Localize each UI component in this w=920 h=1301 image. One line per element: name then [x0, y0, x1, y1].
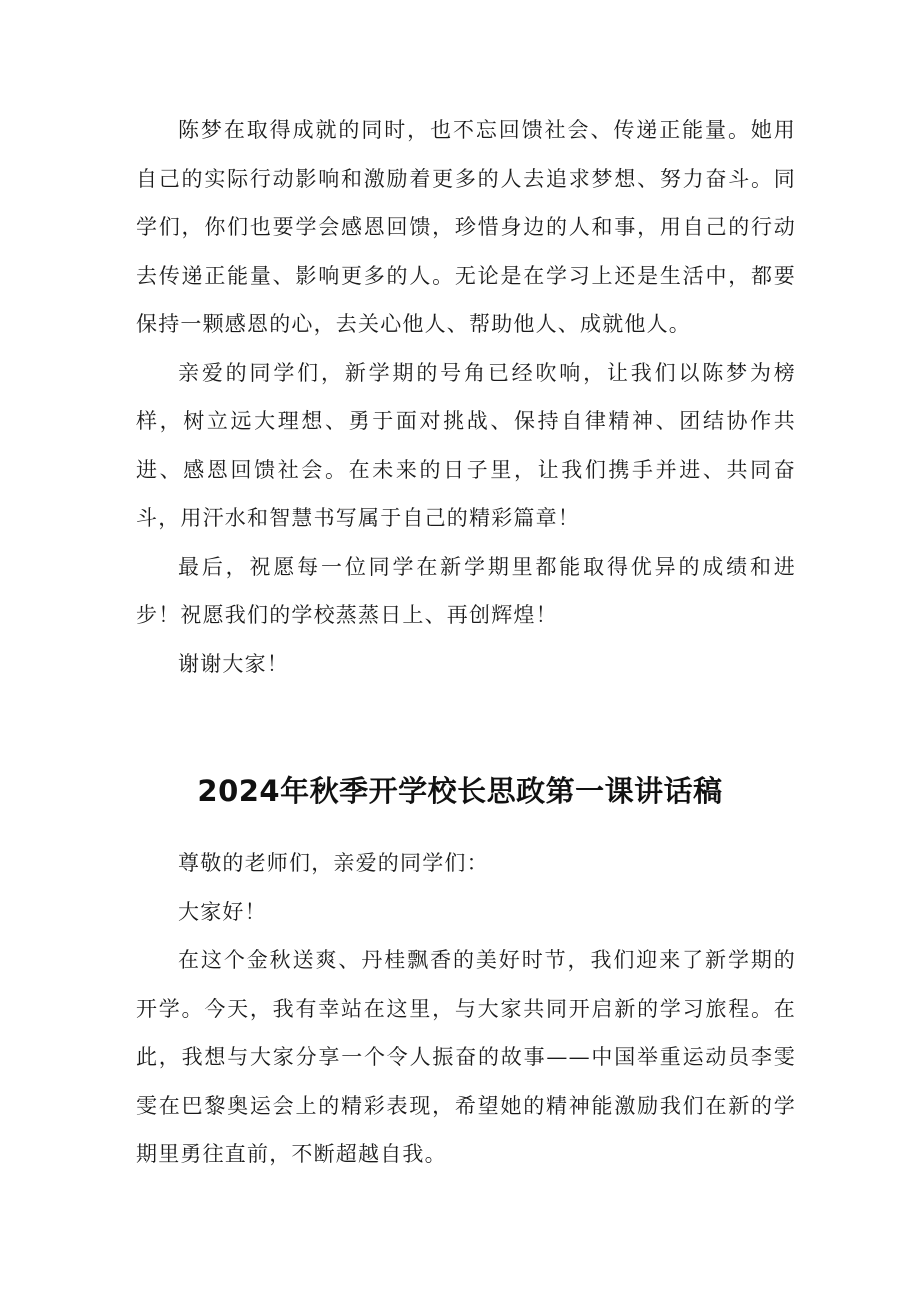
- document-title: 2024年秋季开学校长思政第一课讲话稿: [197, 774, 723, 809]
- paragraph: 谢谢大家！: [178, 651, 289, 676]
- speech-section: [136, 839, 796, 1179]
- paragraph: 最后，祝愿每一位同学在新学期里都能取得优异的成绩和进步！祝愿我们的学校蒸蒸日上、再创辉煌！: [136, 554, 796, 627]
- salutation: 尊敬的老师们，亲爱的同学们：: [178, 851, 489, 875]
- paragraph: 亲爱的同学们，新学期的号角已经吹响，让我们以陈梦为榜样，树立远大理想、勇于面对挑战、保持自律精神、团结协作共进、感恩回馈社会。在未来的日子里，让我们携手并进、共同奋斗，用汗水和智慧书写属于自己的精彩篇章！: [136, 360, 796, 530]
- paragraph: 在这个金秋送爽、丹桂飘香的美好时节，我们迎来了新学期的开学。今天，我有幸站在这里，与大家共同开启新的学习旅程。在此，我想与大家分享一个令人振奋的故事——中国举重运动员李雯雯在巴黎奥运会上的精彩表现，希望她的精神能激励我们在新的学期里勇往直前，不断超越自我。: [136, 948, 796, 1166]
- paragraph: 陈梦在取得成就的同时，也不忘回馈社会、传递正能量。她用自己的实际行动影响和激励着更多的人去追求梦想、努力奋斗。同学们，你们也要学会感恩回馈，珍惜身边的人和事，用自己的行动去传递正能量、影响更多的人。无论是在学习上还是生活中，都要保持一颗感恩的心，去关心他人、帮助他人、成就他人。: [136, 118, 796, 336]
- greeting: 大家好！: [178, 899, 267, 924]
- continuation-section: [136, 106, 796, 688]
